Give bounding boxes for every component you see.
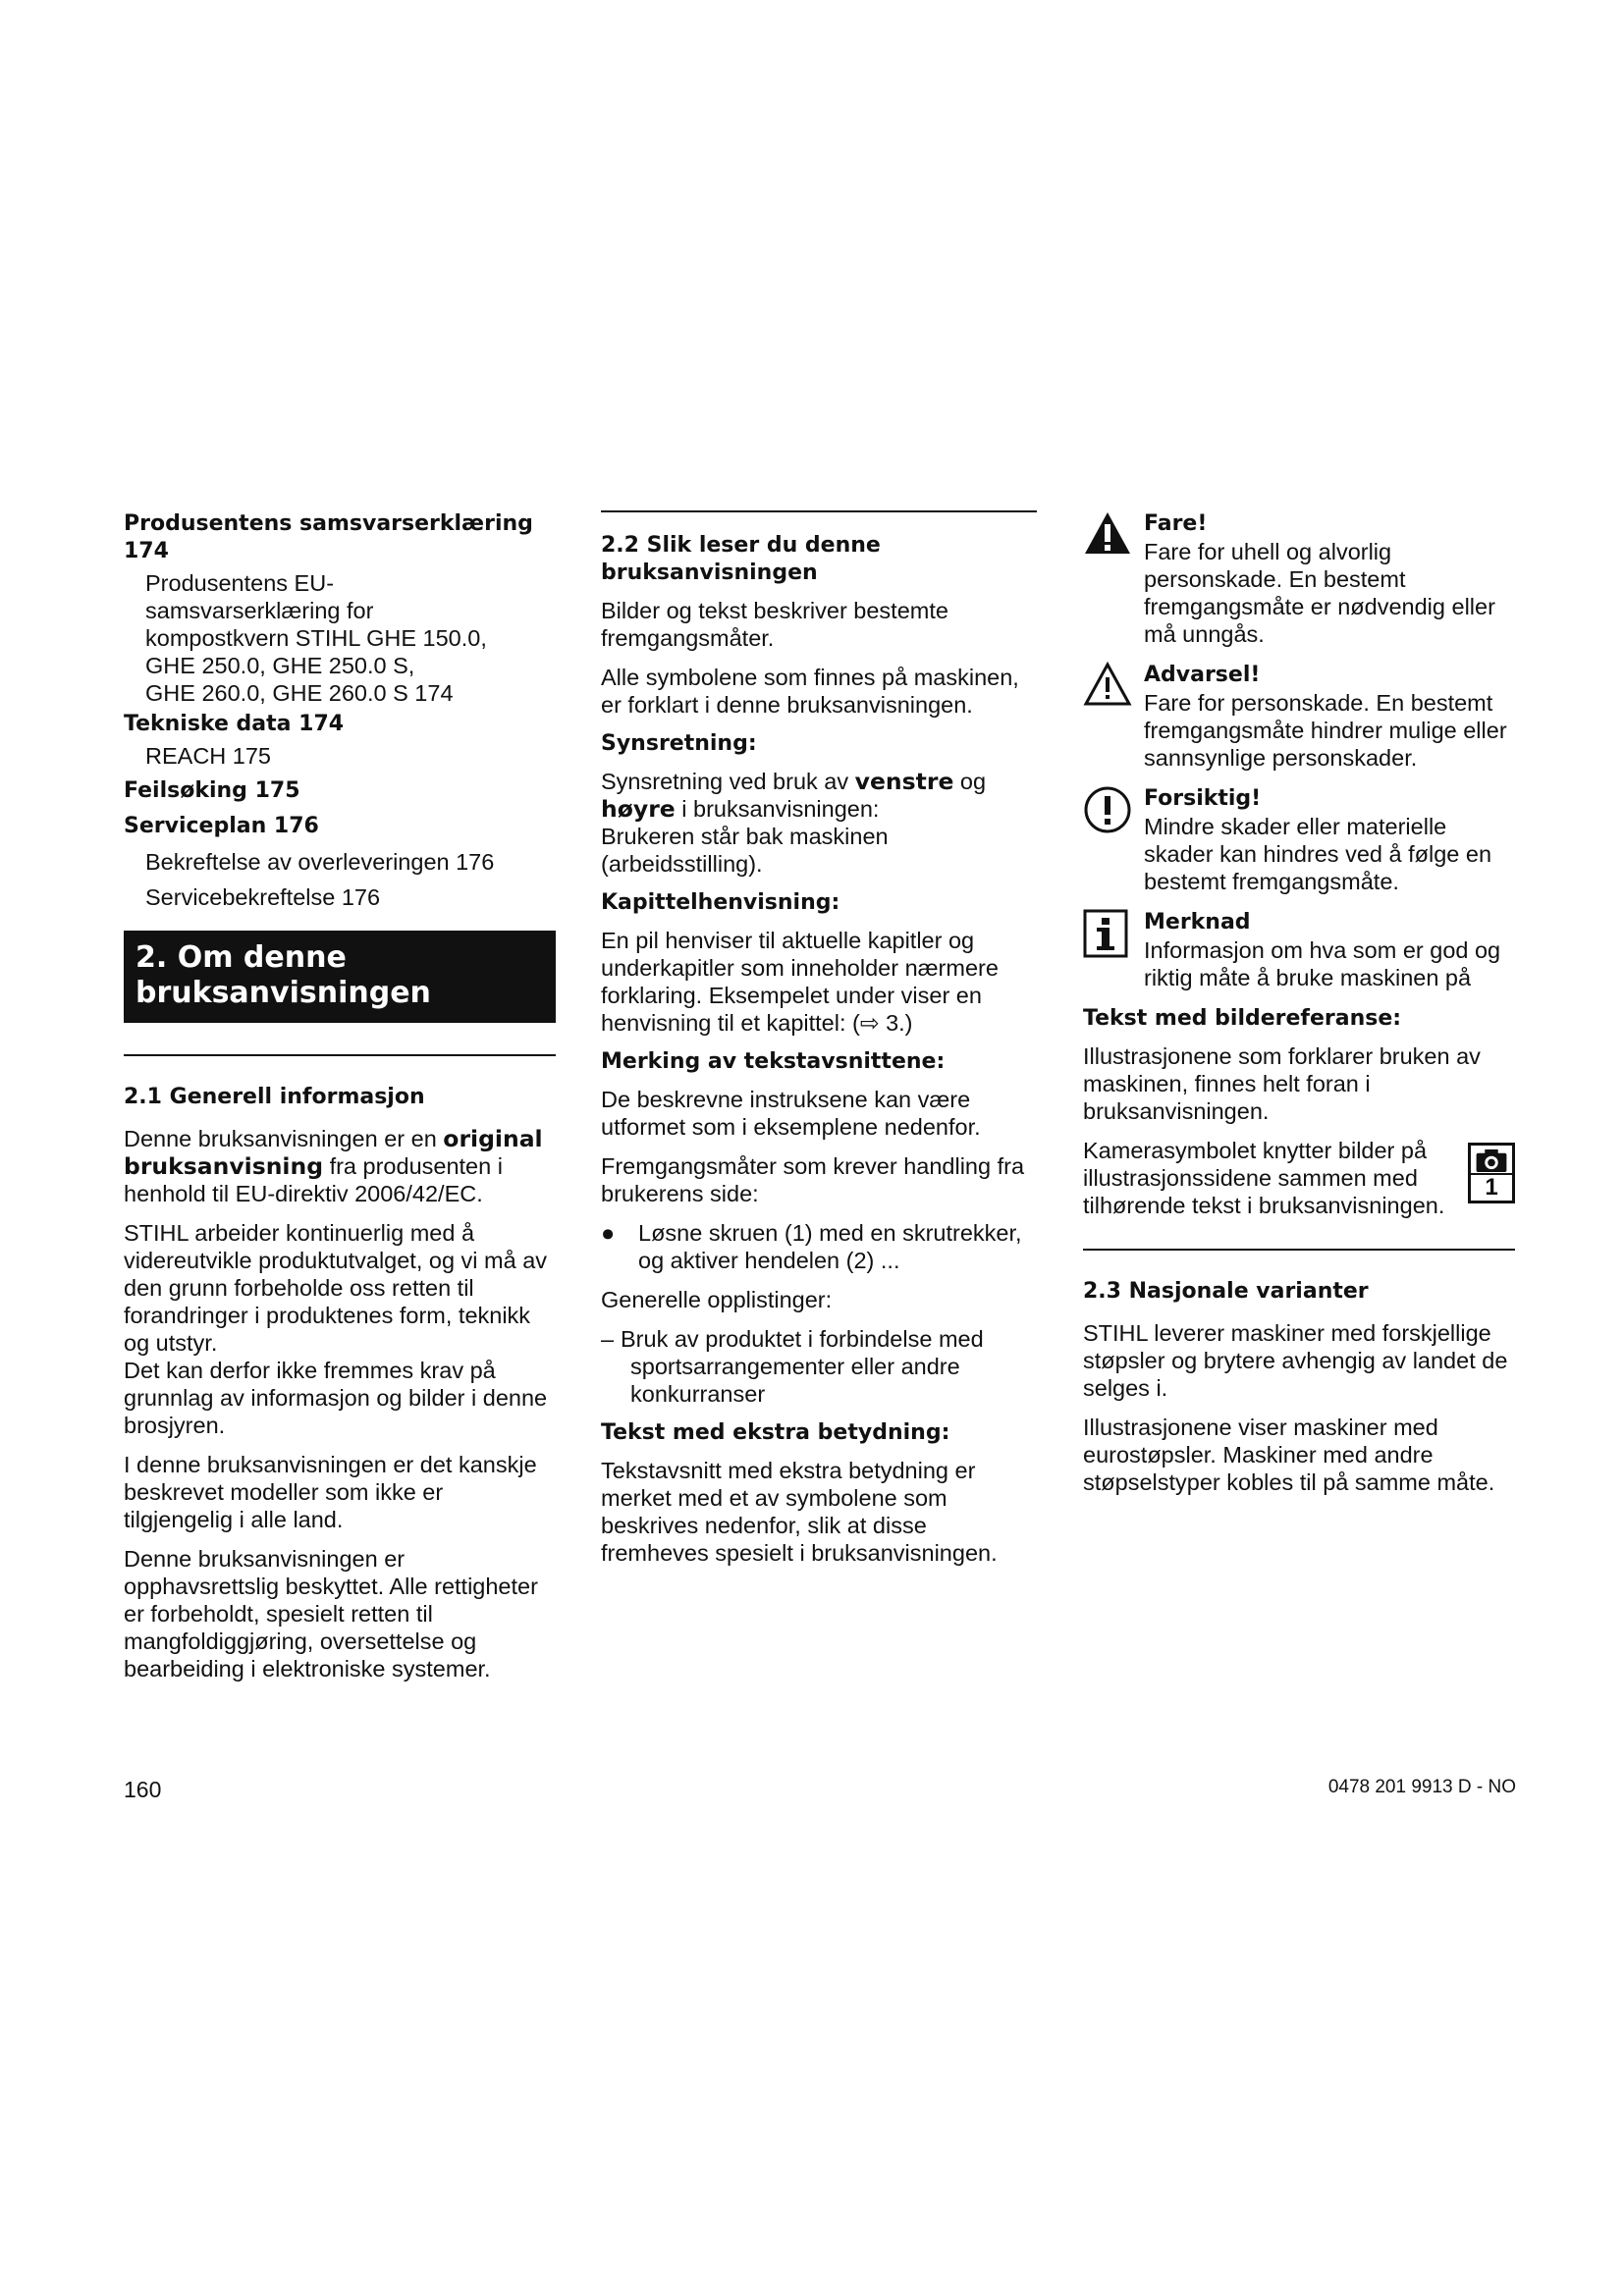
heading-line: 2.2 Slik leser du denne	[601, 533, 881, 558]
toc-line: kompostkvern STIHL GHE 150.0,	[145, 625, 487, 651]
danger-icon	[1083, 510, 1144, 648]
note-title: Forsiktig!	[1144, 786, 1262, 811]
toc-subentry-handover[interactable]: Bekreftelse av overleveringen 176	[145, 849, 495, 875]
section-heading-2-2	[601, 532, 1037, 587]
note-danger	[1083, 510, 1515, 648]
toc-line: samsvarserklæring for	[145, 598, 374, 623]
toc-entry-troubleshooting[interactable]: Feilsøking 175	[124, 778, 300, 803]
section-divider	[124, 1054, 556, 1056]
toc-entry-technical-data[interactable]: Tekniske data 174	[124, 712, 345, 736]
toc-line: Produsentens EU-	[145, 570, 335, 596]
note-text: Informasjon om hva som er god og riktig måte å bruke maskinen på	[1144, 937, 1501, 990]
paragraph: I denne bruksanvisningen er det kanskje beskrevet modeller som ikke er tilgjengelig i alle land.	[124, 1452, 537, 1532]
list-item-text: Bruk av produktet i forbindelse med sportsarrangementer eller andre konkurranser	[621, 1326, 984, 1407]
note-title: Fare!	[1144, 511, 1208, 536]
page-number: 160	[124, 1777, 162, 1802]
note-title: Merknad	[1144, 910, 1251, 934]
subheading-image-reference: Tekst med bildereferanse:	[1083, 1006, 1402, 1031]
note-text: Mindre skader eller materielle skader kan hindres ved å følge en bestemt fremgangsmåte.	[1144, 814, 1492, 894]
paragraph: En pil henviser til aktuelle kapitler og underkapitler som inneholder nærmere forklaring. Eksempelet under viser en henvisning til et kapittel: (⇨ 3.)	[601, 928, 999, 1036]
info-icon	[1083, 909, 1144, 991]
paragraph: STIHL leverer maskiner med forskjellige støpsler og brytere avhengig av landet de selges i.	[1083, 1320, 1508, 1401]
column-right	[1083, 510, 1515, 1508]
section-divider	[1083, 1249, 1515, 1251]
list-item-text: Løsne skruen (1) med en skrutrekker, og aktiver hendelen (2) ...	[638, 1220, 1022, 1273]
list-item	[601, 1325, 1037, 1408]
note-text: Fare for personskade. En bestemt fremgangsmåte hindrer mulige eller sannsynlige personskader.	[1144, 690, 1507, 771]
section-divider	[601, 510, 1037, 512]
paragraph: Denne bruksanvisningen er opphavsrettslig beskyttet. Alle rettigheter er forbeholdt, spesielt retten til mangfoldiggjøring, oversettelse og bearbeiding i elektroniske systemer.	[124, 1546, 538, 1682]
paragraph: Brukeren står bak maskinen (arbeidsstilling).	[601, 824, 889, 877]
toc-line: GHE 250.0, GHE 250.0 S,	[145, 653, 415, 678]
paragraph	[124, 1125, 556, 1207]
note-title: Advarsel!	[1144, 663, 1261, 687]
bold-text: original bruksanvisning	[124, 1125, 543, 1180]
toc-subentry-eu-declaration[interactable]	[145, 569, 556, 707]
text: i bruksanvisningen:	[675, 796, 880, 822]
text: Denne bruksanvisningen er en	[124, 1126, 444, 1151]
warning-icon	[1083, 662, 1144, 772]
paragraph: Alle symbolene som finnes på maskinen, er forklart i denne bruksanvisningen.	[601, 665, 1019, 718]
note-text: Fare for uhell og alvorlig personskade. En bestemt fremgangsmåte er nødvendig eller må unngås.	[1144, 539, 1495, 647]
chapter-heading	[124, 931, 556, 1023]
section-heading-2-3: 2.3 Nasjonale varianter	[1083, 1279, 1369, 1304]
toc-entry-declaration[interactable]: Produsentens samsvarserklæring 174	[124, 511, 533, 563]
camera-number: 1	[1471, 1173, 1512, 1201]
note-caution	[1083, 785, 1515, 895]
note-info	[1083, 909, 1515, 991]
chapter-heading-line: 2. Om denne	[135, 940, 347, 975]
text: STIHL arbeider kontinuerlig med å videreutvikle produktutvalget, og vi må av den grunn forbeholde oss retten til forandringer i produktenes form, teknikk og utstyr.	[124, 1220, 548, 1356]
paragraph: De beskrevne instruksene kan være utformet som i eksemplene nedenfor.	[601, 1087, 981, 1140]
camera-reference	[1083, 1137, 1515, 1219]
toc-entry-service-plan[interactable]: Serviceplan 176	[124, 814, 319, 838]
exclamation-circle-icon	[1083, 785, 1144, 895]
text: og	[953, 769, 987, 794]
paragraph: Bilder og tekst beskriver bestemte fremgangsmåter.	[601, 598, 948, 651]
list-item	[601, 1219, 1037, 1274]
paragraph	[124, 1219, 556, 1357]
toc-line: GHE 260.0, GHE 260.0 S 174	[145, 680, 454, 706]
bold-text: høyre	[601, 795, 676, 823]
column-middle	[601, 510, 1037, 1578]
paragraph	[601, 768, 1037, 823]
bold-text: venstre	[854, 768, 954, 795]
subheading-view-direction: Synsretning:	[601, 731, 757, 756]
paragraph: Illustrasjonene viser maskiner med eurostøpsler. Maskiner med andre støpselstyper kobles til på samme måte.	[1083, 1415, 1495, 1495]
bullet-marker: ●	[601, 1220, 616, 1246]
column-left	[124, 510, 556, 1694]
chapter-heading-line: bruksanvisningen	[135, 976, 431, 1010]
subheading-chapter-reference: Kapittelhenvisning:	[601, 890, 840, 915]
text: Synsretning ved bruk av	[601, 769, 855, 794]
dash-marker: –	[601, 1326, 615, 1352]
heading-line: bruksanvisningen	[601, 561, 818, 585]
paragraph: Fremgangsmåter som krever handling fra brukerens side:	[601, 1153, 1025, 1206]
note-warning	[1083, 662, 1515, 772]
camera-icon	[1468, 1143, 1515, 1203]
text: fra produsenten i henhold til EU-direktiv 2006/42/EC.	[124, 1153, 503, 1206]
paragraph: Tekstavsnitt med ekstra betydning er merket med et av symbolene som beskrives nedenfor, slik at disse fremheves spesielt i bruksanvisningen.	[601, 1458, 998, 1566]
paragraph: Generelle opplistinger:	[601, 1287, 833, 1312]
paragraph: Illustrasjonene som forklarer bruken av maskinen, finnes helt foran i bruksanvisningen.	[1083, 1043, 1481, 1124]
subheading-extra-meaning: Tekst med ekstra betydning:	[601, 1420, 950, 1445]
subheading-text-marking: Merking av tekstavsnittene:	[601, 1049, 946, 1074]
paragraph: Kamerasymbolet knytter bilder på illustrasjonssidene sammen med tilhørende tekst i bruksanvisningen.	[1083, 1138, 1445, 1218]
toc-subentry-service-cert[interactable]: Servicebekreftelse 176	[145, 884, 381, 910]
toc-subentry-reach[interactable]: REACH 175	[145, 743, 271, 769]
paragraph: Det kan derfor ikke fremmes krav på grunnlag av informasjon og bilder i denne brosjyren.	[124, 1358, 548, 1438]
section-heading-2-1: 2.1 Generell informasjon	[124, 1085, 425, 1109]
document-code: 0478 201 9913 D - NO	[1327, 1777, 1516, 1797]
